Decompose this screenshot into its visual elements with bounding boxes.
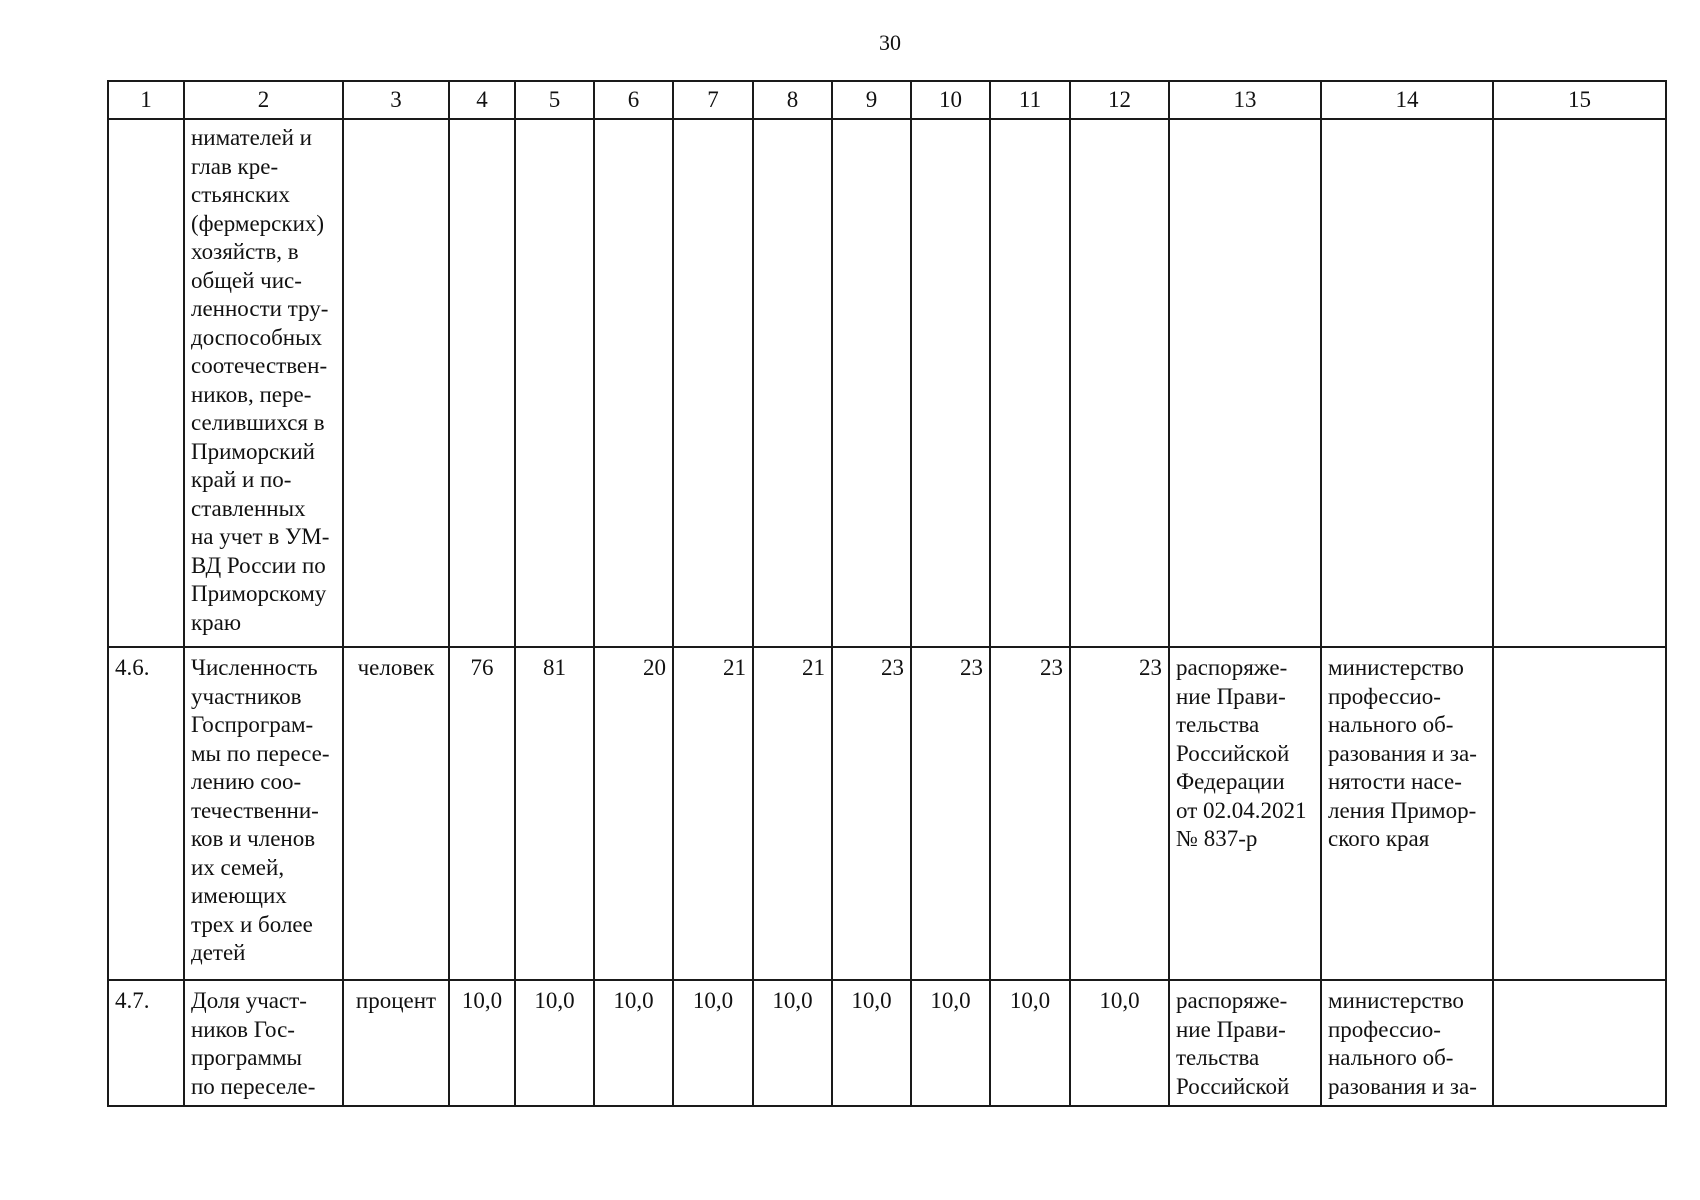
value-cell-col-10: 10,0 [911,980,990,1106]
table-row-4-6 [108,647,1666,980]
unit-cell: процент [343,980,449,1106]
note-cell [1493,119,1666,647]
value-cell-col-12: 23 [1070,647,1169,980]
column-number-header-row [108,81,1666,119]
header-col-11: 11 [990,81,1070,119]
value-cell-col-7 [673,119,753,647]
source-document-cell: распоряже- ние Прави- тельства Российской [1169,980,1321,1106]
value-cell-col-8: 10,0 [753,980,832,1106]
value-cell-col-5 [515,119,594,647]
header-col-2: 2 [184,81,343,119]
header-col-15: 15 [1493,81,1666,119]
header-col-10: 10 [911,81,990,119]
value-cell-col-10: 23 [911,647,990,980]
table-row-4-7 [108,980,1666,1106]
value-cell-col-6 [594,119,673,647]
responsible-agency-cell [1321,119,1493,647]
value-cell-col-6: 20 [594,647,673,980]
row-number-cell [108,119,184,647]
indicator-name-cell: нимателей и глав кре- стьянских (фермерских) хозяйств, в общей чис- ленности тру- доспособных соотечествен- ников, пере- селившихся в Приморский край и по- ставленных на учет в УМ- ВД России по Приморскому краю [184,119,343,647]
header-col-13: 13 [1169,81,1321,119]
value-cell-col-5: 81 [515,647,594,980]
value-cell-col-11 [990,119,1070,647]
header-col-6: 6 [594,81,673,119]
responsible-agency-cell: министерство профессио- нального об- разования и за- нятости насе- ления Примор- ского края [1321,647,1493,980]
responsible-agency-cell: министерство профессио- нального об- разования и за- [1321,980,1493,1106]
value-cell-col-5: 10,0 [515,980,594,1106]
header-col-7: 7 [673,81,753,119]
value-cell-col-9: 23 [832,647,911,980]
unit-cell: человек [343,647,449,980]
value-cell-col-8: 21 [753,647,832,980]
source-document-cell: распоряже- ние Прави- тельства Российской Федерации от 02.04.2021 № 837-р [1169,647,1321,980]
value-cell-col-7: 21 [673,647,753,980]
value-cell-col-4: 10,0 [449,980,515,1106]
value-cell-col-4: 76 [449,647,515,980]
note-cell [1493,980,1666,1106]
value-cell-col-11: 10,0 [990,980,1070,1106]
header-col-1: 1 [108,81,184,119]
value-cell-col-6: 10,0 [594,980,673,1106]
row-number-cell: 4.6. [108,647,184,980]
value-cell-col-12: 10,0 [1070,980,1169,1106]
indicator-name-cell: Доля участ- ников Гос- программы по переселе- [184,980,343,1106]
source-document-cell [1169,119,1321,647]
value-cell-col-11: 23 [990,647,1070,980]
value-cell-col-8 [753,119,832,647]
header-col-4: 4 [449,81,515,119]
value-cell-col-7: 10,0 [673,980,753,1106]
indicator-name-cell: Численность участников Госпрограм- мы по пересе- лению соо- течественни- ков и членов их семей, имеющих трех и более детей [184,647,343,980]
row-number-cell: 4.7. [108,980,184,1106]
table-row-continuation [108,119,1666,647]
value-cell-col-4 [449,119,515,647]
header-col-12: 12 [1070,81,1169,119]
value-cell-col-12 [1070,119,1169,647]
value-cell-col-10 [911,119,990,647]
header-col-14: 14 [1321,81,1493,119]
value-cell-col-9 [832,119,911,647]
indicators-table [107,80,1667,1107]
page-number: 30 [879,30,901,55]
header-col-8: 8 [753,81,832,119]
unit-cell [343,119,449,647]
value-cell-col-9: 10,0 [832,980,911,1106]
header-col-5: 5 [515,81,594,119]
header-col-9: 9 [832,81,911,119]
header-col-3: 3 [343,81,449,119]
note-cell [1493,647,1666,980]
